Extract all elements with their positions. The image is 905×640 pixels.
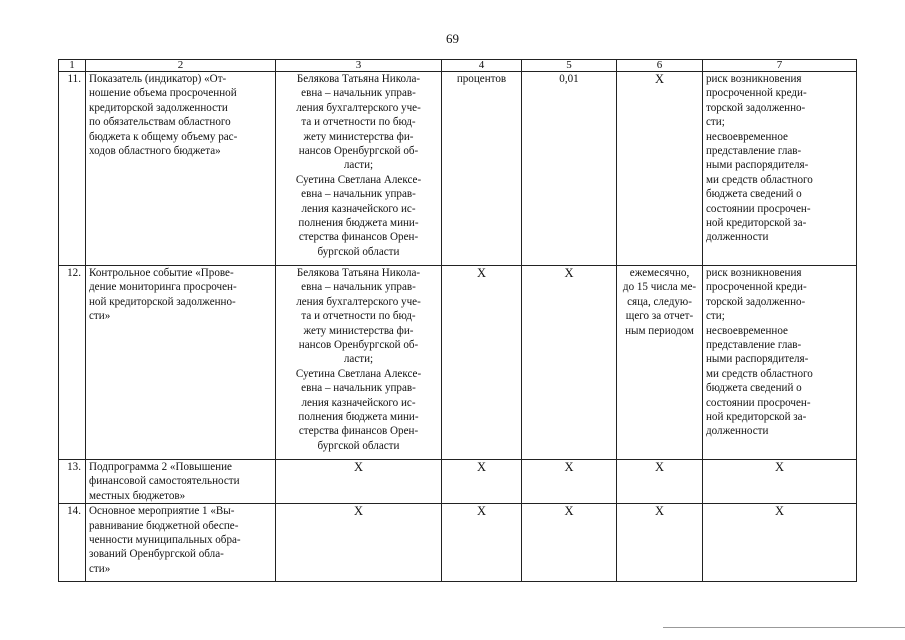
cell-line: ления казначейского ис-	[301, 202, 416, 215]
cell-line: ласти;	[343, 159, 374, 172]
cell-line: просроченной креди-	[706, 281, 807, 294]
cell-line: 11.	[67, 73, 81, 85]
cell-line: дение мониторинга просрочен-	[89, 281, 237, 294]
cell-line: Показатель (индикатор) «От-	[89, 73, 227, 85]
row-name	[86, 460, 276, 504]
row-number	[59, 504, 86, 582]
cell-line: долженности	[706, 425, 769, 438]
cell-line: Подпрограмма 2 «Повышение	[89, 461, 232, 473]
row-responsible	[276, 460, 442, 504]
cell-line: Белякова Татьяна Никола-	[296, 73, 421, 85]
cell-line: риск возникновения	[706, 267, 802, 279]
cell-line: нансов Оренбургской об-	[298, 339, 419, 352]
header-col-1: 1	[59, 60, 86, 72]
cell-line: ления бухгалтерского уче-	[296, 101, 421, 114]
cell-line: ления бухгалтерского уче-	[296, 295, 421, 308]
row-number	[59, 266, 86, 460]
row-period	[617, 72, 703, 266]
row-responsible	[276, 266, 442, 460]
cell-line: сти;	[706, 310, 725, 323]
cell-line: Суетина Светлана Алексе-	[295, 367, 422, 380]
row-unit	[442, 504, 522, 582]
cell-line: 13.	[67, 461, 81, 473]
cell-line: представление глав-	[706, 339, 802, 352]
table-header-row	[59, 60, 857, 72]
x-mark: X	[654, 460, 665, 474]
cell-line: 0,01	[559, 73, 579, 85]
cell-line: ными распорядителя-	[706, 159, 809, 172]
row-period	[617, 504, 703, 582]
table-row	[59, 266, 857, 460]
cell-line: 14.	[67, 505, 81, 518]
cell-line: Белякова Татьяна Никола-	[296, 267, 421, 279]
row-unit	[442, 266, 522, 460]
header-col-4: 4	[442, 60, 522, 72]
page-number: 69	[446, 31, 459, 46]
row-risks	[703, 266, 857, 460]
row-value	[522, 460, 617, 504]
cell-line: бургской области	[317, 439, 400, 452]
cell-line: несвоевременное	[706, 130, 788, 143]
x-mark: X	[564, 266, 574, 280]
cell-line: представление глав-	[706, 145, 802, 158]
row-unit	[442, 460, 522, 504]
cell-line: ходов областного бюджета»	[89, 145, 221, 158]
cell-line: ми средств областного	[706, 367, 813, 380]
cell-line: местных бюджетов»	[89, 489, 186, 502]
header-col-5: 5	[522, 60, 617, 72]
table-row	[59, 460, 857, 504]
cell-line: 12.	[67, 267, 81, 279]
row-name	[86, 504, 276, 582]
cell-line: бюджета сведений о	[706, 188, 802, 201]
row-unit	[442, 72, 522, 266]
cell-line: по обязательствам областного	[89, 116, 231, 129]
header-col-7: 7	[703, 60, 857, 72]
cell-line: риск возникновения	[706, 73, 802, 85]
header-col-6: 6	[617, 60, 703, 72]
row-risks	[703, 72, 857, 266]
cell-line: ченности муниципальных обра-	[89, 534, 241, 547]
row-responsible	[276, 504, 442, 582]
x-mark: X	[476, 504, 487, 519]
cell-line: сти»	[89, 562, 111, 575]
cell-line: щего за отчет-	[625, 310, 694, 323]
cell-line: сти»	[89, 310, 111, 323]
x-mark: X	[654, 72, 665, 86]
cell-line: бургской области	[317, 245, 400, 258]
cell-line: ной кредиторской задолженно-	[89, 295, 236, 308]
cell-line: та и отчетности по бюд-	[301, 310, 416, 323]
cell-line: ласти;	[343, 353, 374, 366]
row-risks	[703, 504, 857, 582]
cell-line: процентов	[456, 73, 507, 85]
cell-line: Контрольное событие «Прове-	[89, 267, 234, 279]
row-period	[617, 266, 703, 460]
cell-line: бюджета к общему объему рас-	[89, 130, 238, 143]
cell-line: ношение объема просроченной	[89, 87, 237, 100]
x-mark: X	[654, 504, 665, 519]
cell-line: бюджета сведений о	[706, 382, 802, 395]
cell-line: стерства финансов Орен-	[298, 231, 419, 244]
cell-line: кредиторской задолженности	[89, 101, 228, 114]
cell-line: жету министерства фи-	[303, 324, 414, 337]
cell-line: евна – начальник управ-	[301, 87, 416, 100]
cell-line: несвоевременное	[706, 324, 788, 337]
cell-line: ными распорядителя-	[706, 353, 809, 366]
cell-line: нансов Оренбургской об-	[298, 145, 419, 158]
row-name	[86, 72, 276, 266]
cell-line: евна – начальник управ-	[301, 281, 416, 294]
x-mark: X	[476, 460, 487, 474]
row-value	[522, 504, 617, 582]
row-name	[86, 266, 276, 460]
cell-line: просроченной креди-	[706, 87, 807, 100]
cell-line: стерства финансов Орен-	[298, 425, 419, 438]
cell-line: ления казначейского ис-	[301, 396, 416, 409]
cell-line: долженности	[706, 231, 769, 244]
cell-line: Суетина Светлана Алексе-	[295, 173, 422, 186]
cell-line: жету министерства фи-	[303, 130, 414, 143]
x-mark: X	[353, 460, 364, 474]
table-row	[59, 504, 857, 582]
cell-line: ежемесячно,	[629, 267, 690, 279]
cell-line: финансовой самостоятельности	[89, 475, 240, 488]
header-col-2: 2	[86, 60, 276, 72]
cell-line: ми средств областного	[706, 173, 813, 186]
header-col-3: 3	[276, 60, 442, 72]
cell-line: полнения бюджета мини-	[298, 217, 419, 230]
row-responsible	[276, 72, 442, 266]
row-value	[522, 266, 617, 460]
cell-line: состоянии просрочен-	[706, 396, 811, 409]
row-value	[522, 72, 617, 266]
cell-line: ным периодом	[625, 324, 694, 337]
cell-line: полнения бюджета мини-	[298, 411, 419, 424]
x-mark: X	[774, 504, 785, 519]
x-mark: X	[564, 460, 574, 474]
row-number	[59, 72, 86, 266]
x-mark: X	[564, 504, 574, 519]
row-number	[59, 460, 86, 504]
cell-line: зований Оренбургской обла-	[89, 548, 224, 561]
table-row	[59, 72, 857, 266]
cell-line: евна – начальник управ-	[301, 188, 416, 201]
cell-line: равнивание бюджетной обеспе-	[89, 519, 239, 532]
cell-line: ной кредиторской за-	[706, 217, 807, 230]
footer-rule	[663, 627, 905, 628]
cell-line: сти;	[706, 116, 725, 129]
row-risks	[703, 460, 857, 504]
cell-line: ной кредиторской за-	[706, 411, 807, 424]
cell-line: торской задолженно-	[706, 295, 806, 308]
x-mark: X	[774, 460, 785, 474]
x-mark: X	[353, 504, 364, 519]
cell-line: сяца, следую-	[627, 295, 692, 308]
monitoring-plan-table	[58, 59, 857, 582]
cell-line: до 15 числа ме-	[622, 281, 697, 294]
x-mark: X	[476, 266, 487, 280]
cell-line: Основное мероприятие 1 «Вы-	[89, 505, 235, 518]
row-period	[617, 460, 703, 504]
cell-line: та и отчетности по бюд-	[301, 116, 416, 129]
cell-line: состоянии просрочен-	[706, 202, 811, 215]
cell-line: евна – начальник управ-	[301, 382, 416, 395]
cell-line: торской задолженно-	[706, 101, 806, 114]
